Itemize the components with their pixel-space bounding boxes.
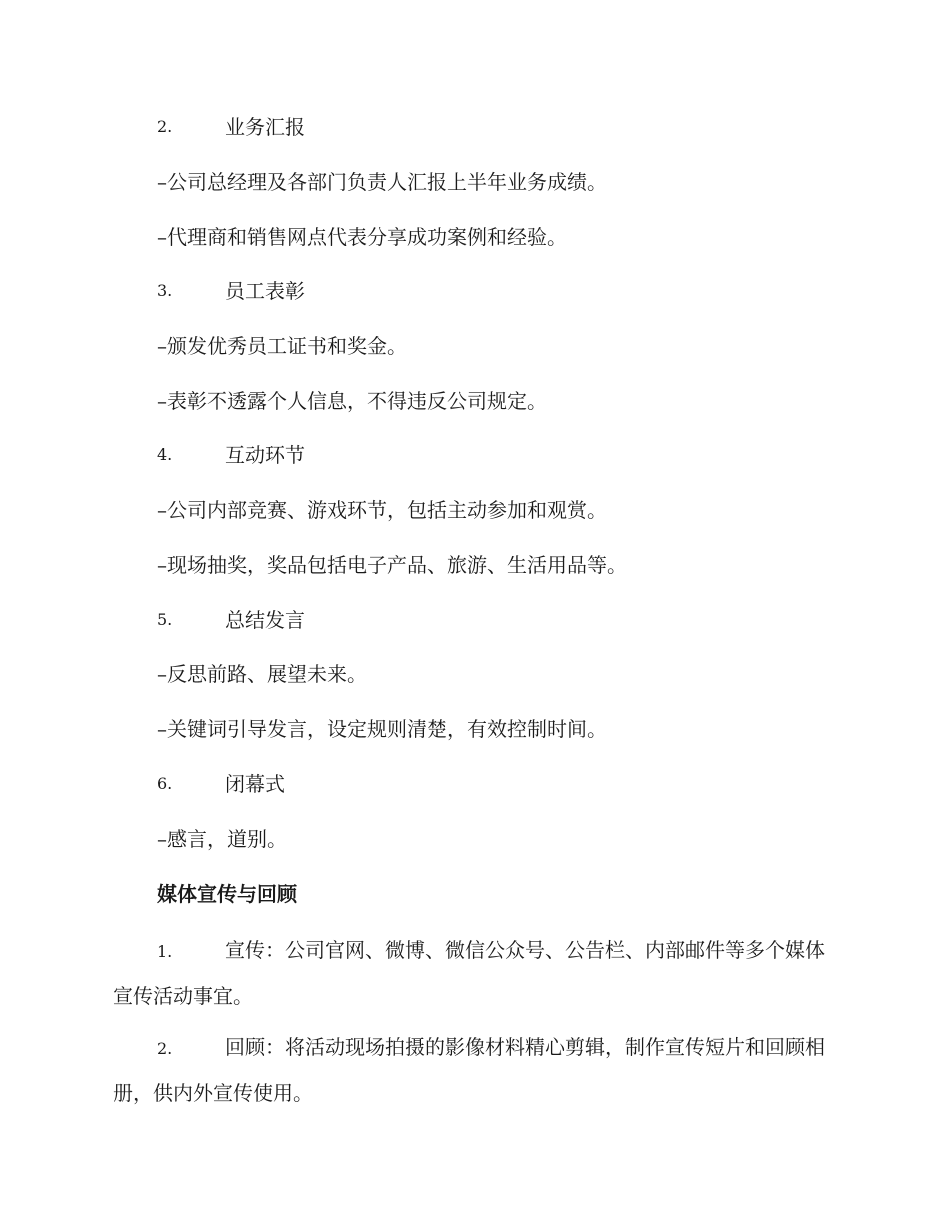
agenda-bullet: –关键词引导发言，设定规则清楚，有效控制时间。 [157,717,607,741]
agenda-item-number: 5. [157,610,173,629]
agenda-item-number: 3. [157,281,173,300]
agenda-bullet: –感言，道别。 [157,827,287,851]
agenda-bullet: –现场抽奖，奖品包括电子产品、旅游、生活用品等。 [157,553,627,577]
agenda-item-number: 2. [157,117,173,136]
media-item-number: 2. [157,1039,173,1058]
media-item [113,1025,833,1115]
media-item [113,928,833,1018]
section-heading: 媒体宣传与回顾 [157,882,297,906]
agenda-item-title: 互动环节 [225,443,305,467]
agenda-item-number: 4. [157,445,173,464]
agenda-item-title: 业务汇报 [225,115,305,139]
agenda-item-number: 6. [157,774,173,793]
agenda-bullet: –公司内部竞赛、游戏环节，包括主动参加和观赏。 [157,498,607,522]
agenda-bullet: –代理商和销售网点代表分享成功案例和经验。 [157,225,567,249]
agenda-bullet: –反思前路、展望未来。 [157,662,367,686]
agenda-bullet: –公司总经理及各部门负责人汇报上半年业务成绩。 [157,170,607,194]
agenda-bullet: –表彰不透露个人信息，不得违反公司规定。 [157,389,547,413]
agenda-bullet: –颁发优秀员工证书和奖金。 [157,334,407,358]
media-item-text: 回顾：将活动现场拍摄的影像材料精心剪辑，制作宣传短片和回顾相册，供内外宣传使用。 [113,1035,825,1105]
media-item-text: 宣传：公司官网、微博、微信公众号、公告栏、内部邮件等多个媒体宣传活动事宜。 [113,938,825,1008]
agenda-item-title: 总结发言 [225,608,305,632]
media-item-number: 1. [157,942,173,961]
agenda-item-title: 员工表彰 [225,279,305,303]
agenda-item-title: 闭幕式 [225,772,285,796]
